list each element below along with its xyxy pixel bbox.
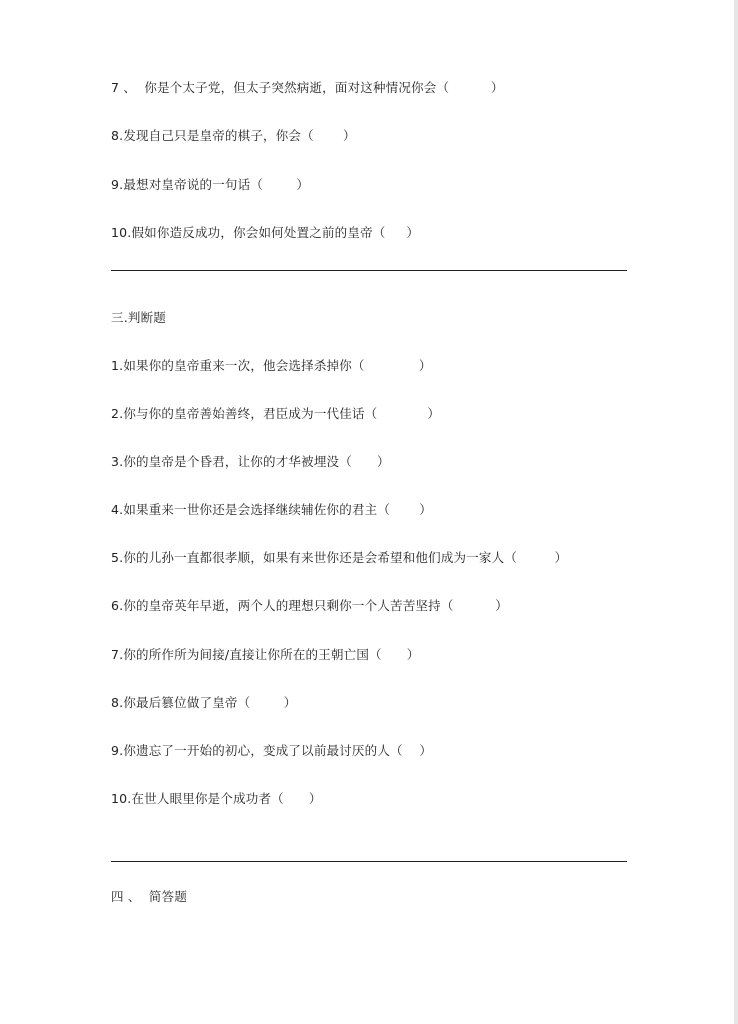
question-10: 10.假如你造反成功，你会如何处置之前的皇帝（ ） (111, 225, 420, 240)
section-divider (111, 270, 627, 271)
section4-heading: 四 、 简答题 (111, 889, 188, 904)
judgment-question-2: 2.你与你的皇帝善始善终，君臣成为一代佳话（ ） (111, 406, 441, 421)
judgment-question-4: 4.如果重来一世你还是会选择继续辅佐你的君主（ ） (111, 502, 432, 517)
judgment-question-6: 6.你的皇帝英年早逝，两个人的理想只剩你一个人苦苦坚持（ ） (111, 598, 508, 613)
page-edge (734, 0, 738, 1024)
judgment-question-8: 8.你最后篡位做了皇帝（ ） (111, 695, 297, 710)
section-divider (111, 861, 627, 862)
section3-heading: 三.判断题 (111, 310, 166, 325)
question-9: 9.最想对皇帝说的一句话（ ） (111, 177, 310, 192)
judgment-question-5: 5.你的儿孙一直都很孝顺，如果有来世你还是会希望和他们成为一家人（ ） (111, 550, 568, 565)
judgment-question-3: 3.你的皇帝是个昏君，让你的才华被埋没（ ） (111, 454, 390, 469)
question-8: 8.发现自己只是皇帝的棋子，你会（ ） (111, 128, 356, 143)
judgment-question-1: 1.如果你的皇帝重来一次，他会选择杀掉你（ ） (111, 358, 432, 373)
judgment-question-9: 9.你遗忘了一开始的初心，变成了以前最讨厌的人（ ） (111, 743, 433, 758)
judgment-question-10: 10.在世人眼里你是个成功者（ ） (111, 791, 322, 806)
judgment-question-7: 7.你的所作所为间接/直接让你所在的王朝亡国（ ） (111, 647, 420, 662)
question-7: 7 、 你是个太子党，但太子突然病逝，面对这种情况你会（ ） (111, 80, 504, 95)
